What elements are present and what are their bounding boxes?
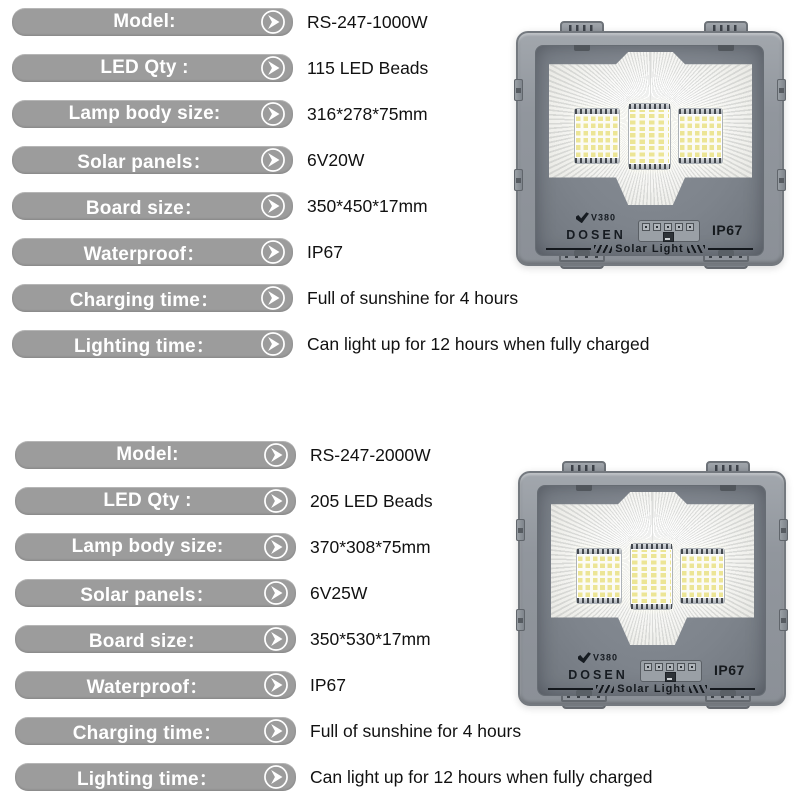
- led-grid: [576, 115, 618, 157]
- spec-label-pill: [12, 192, 293, 220]
- spec-value: IP67: [310, 674, 346, 695]
- face-clip: [720, 485, 736, 491]
- metal-strip: [629, 104, 670, 109]
- control-key: [686, 223, 694, 231]
- spec-label: Board size：: [88, 630, 207, 652]
- tagline-dashes: [687, 245, 705, 253]
- control-switch: [665, 672, 676, 682]
- product-photo-2000w: [518, 461, 786, 709]
- metal-strip: [631, 604, 672, 609]
- tagline-label: Solar Light: [615, 243, 684, 255]
- spec-value: IP67: [307, 241, 343, 262]
- control-key: [653, 223, 661, 231]
- spec-row: [0, 284, 800, 312]
- spec-value: 370*308*75mm: [310, 536, 431, 557]
- metal-strip: [681, 598, 724, 603]
- metal-strip: [575, 158, 619, 163]
- arrow-right-circle-icon: [260, 9, 286, 35]
- brand-name-dosen: DOSEN: [568, 668, 628, 682]
- brand-check-icon: [576, 212, 589, 223]
- brand-name-v380: V380: [592, 652, 619, 663]
- spec-label-pill: [15, 579, 296, 607]
- spec-label: Solar panels：: [80, 584, 215, 606]
- spec-label: Lighting time：: [73, 335, 216, 357]
- control-panel: [638, 220, 700, 242]
- tagline-rule: [546, 248, 591, 250]
- spec-label-pill: [15, 763, 296, 791]
- metal-strip: [577, 549, 621, 554]
- spec-row: [0, 330, 800, 358]
- spec-label-pill: [15, 625, 296, 653]
- control-key: [666, 663, 674, 671]
- spec-label-pill: [15, 717, 296, 745]
- spec-label-pill: [12, 8, 293, 36]
- spec-label-pill: [12, 238, 293, 266]
- led-array-center: [630, 543, 673, 610]
- arrow-right-circle-icon: [260, 55, 286, 81]
- brand-check-icon: [578, 652, 591, 663]
- spec-label-pill: [15, 533, 296, 561]
- arrow-right-circle-icon: [260, 285, 286, 311]
- arrow-right-circle-icon: [263, 442, 289, 468]
- tagline-dashes: [689, 685, 707, 693]
- side-clip: [779, 609, 788, 631]
- spec-label: Waterproof：: [83, 243, 206, 265]
- led-array-left: [576, 548, 622, 604]
- led-grid: [578, 555, 620, 597]
- spec-value: 316*278*75mm: [307, 103, 428, 124]
- brand-logo: [558, 210, 634, 242]
- spec-label: Solar panels：: [77, 151, 212, 173]
- spec-label-pill: [15, 487, 296, 515]
- metal-strip: [631, 544, 672, 549]
- tagline-rule: [548, 688, 593, 690]
- face-clip: [574, 45, 590, 51]
- tagline-row: [546, 243, 753, 255]
- spec-value: 350*450*17mm: [307, 195, 428, 216]
- tagline-dashes: [596, 685, 614, 693]
- spec-value: Can light up for 12 hours when fully charged: [310, 766, 653, 787]
- spec-label: Waterproof：: [86, 676, 209, 698]
- metal-strip: [679, 109, 722, 114]
- brand-logo: [560, 650, 636, 682]
- control-key: [644, 663, 652, 671]
- led-array-right: [678, 108, 723, 164]
- spec-label-pill: [12, 146, 293, 174]
- spec-label: Model:: [116, 444, 179, 465]
- spec-label: Lighting time：: [76, 768, 219, 790]
- arrow-right-circle-icon: [260, 193, 286, 219]
- control-panel: [640, 660, 702, 682]
- led-grid: [632, 550, 671, 603]
- spec-value: Can light up for 12 hours when fully charged: [307, 333, 650, 354]
- spec-value: 205 LED Beads: [310, 490, 433, 511]
- spec-label: LED Qty :: [103, 490, 192, 511]
- brand-name-v380: V380: [590, 212, 617, 223]
- spec-label: Lamp body size:: [71, 536, 224, 557]
- spec-value: 115 LED Beads: [307, 57, 429, 78]
- metal-strip: [629, 164, 670, 169]
- metal-strip: [681, 549, 724, 554]
- spec-label: LED Qty :: [100, 57, 189, 78]
- lamp-face: [537, 485, 766, 696]
- arrow-right-circle-icon: [263, 672, 289, 698]
- control-key: [675, 223, 683, 231]
- spec-label-pill: [15, 671, 296, 699]
- arrow-right-circle-icon: [263, 580, 289, 606]
- tagline-label: Solar Light: [617, 683, 686, 695]
- spec-label: Model:: [113, 11, 176, 32]
- face-clip: [576, 485, 592, 491]
- control-switch: [663, 232, 674, 242]
- spec-value: RS-247-1000W: [307, 11, 428, 32]
- control-key: [642, 223, 650, 231]
- spec-label-pill: [12, 284, 293, 312]
- side-clip: [779, 519, 788, 541]
- metal-strip: [577, 598, 621, 603]
- spec-label-pill: [12, 100, 293, 128]
- lamp-frame: [516, 31, 784, 266]
- control-key: [664, 223, 672, 231]
- spec-value: 6V25W: [310, 582, 368, 603]
- metal-strip: [679, 158, 722, 163]
- led-array-center: [628, 103, 671, 170]
- product-photo-1000w: [516, 21, 784, 269]
- side-clip: [514, 79, 523, 101]
- arrow-right-circle-icon: [260, 331, 286, 357]
- tagline-dashes: [594, 245, 612, 253]
- tagline-row: [548, 683, 755, 695]
- led-grid: [682, 555, 723, 597]
- spec-value: Full of sunshine for 4 hours: [307, 287, 519, 308]
- spec-label-pill: [12, 54, 293, 82]
- spec-row: [0, 763, 800, 791]
- lamp-face: [535, 45, 764, 256]
- metal-strip: [575, 109, 619, 114]
- arrow-right-circle-icon: [263, 534, 289, 560]
- spec-value: 6V20W: [307, 149, 365, 170]
- arrow-right-circle-icon: [263, 488, 289, 514]
- arrow-right-circle-icon: [260, 147, 286, 173]
- arrow-right-circle-icon: [263, 626, 289, 652]
- ip-rating-label: IP67: [712, 222, 743, 238]
- control-key: [655, 663, 663, 671]
- led-array-right: [680, 548, 725, 604]
- side-clip: [777, 169, 786, 191]
- spec-value: RS-247-2000W: [310, 444, 431, 465]
- spec-label: Charging time：: [72, 722, 223, 744]
- tagline-rule: [708, 248, 753, 250]
- floodlight-product-photo: [518, 461, 786, 709]
- spec-label: Charging time：: [69, 289, 220, 311]
- brand-name-dosen: DOSEN: [566, 228, 626, 242]
- control-key: [677, 663, 685, 671]
- spec-row: [0, 717, 800, 745]
- ip-rating-label: IP67: [714, 662, 745, 678]
- spec-label-pill: [15, 441, 296, 469]
- led-array-left: [574, 108, 620, 164]
- spec-label: Lamp body size:: [68, 103, 221, 124]
- spec-label-pill: [12, 330, 293, 358]
- led-grid: [680, 115, 721, 157]
- side-clip: [516, 609, 525, 631]
- led-grid: [630, 110, 669, 163]
- side-clip: [514, 169, 523, 191]
- control-key: [688, 663, 696, 671]
- spec-label: Board size：: [85, 197, 204, 219]
- spec-value: 350*530*17mm: [310, 628, 431, 649]
- arrow-right-circle-icon: [263, 764, 289, 790]
- spec-value: Full of sunshine for 4 hours: [310, 720, 522, 741]
- tagline-rule: [710, 688, 755, 690]
- arrow-right-circle-icon: [260, 239, 286, 265]
- face-clip: [718, 45, 734, 51]
- side-clip: [516, 519, 525, 541]
- side-clip: [777, 79, 786, 101]
- arrow-right-circle-icon: [263, 718, 289, 744]
- arrow-right-circle-icon: [260, 101, 286, 127]
- floodlight-product-photo: [516, 21, 784, 269]
- lamp-frame: [518, 471, 786, 706]
